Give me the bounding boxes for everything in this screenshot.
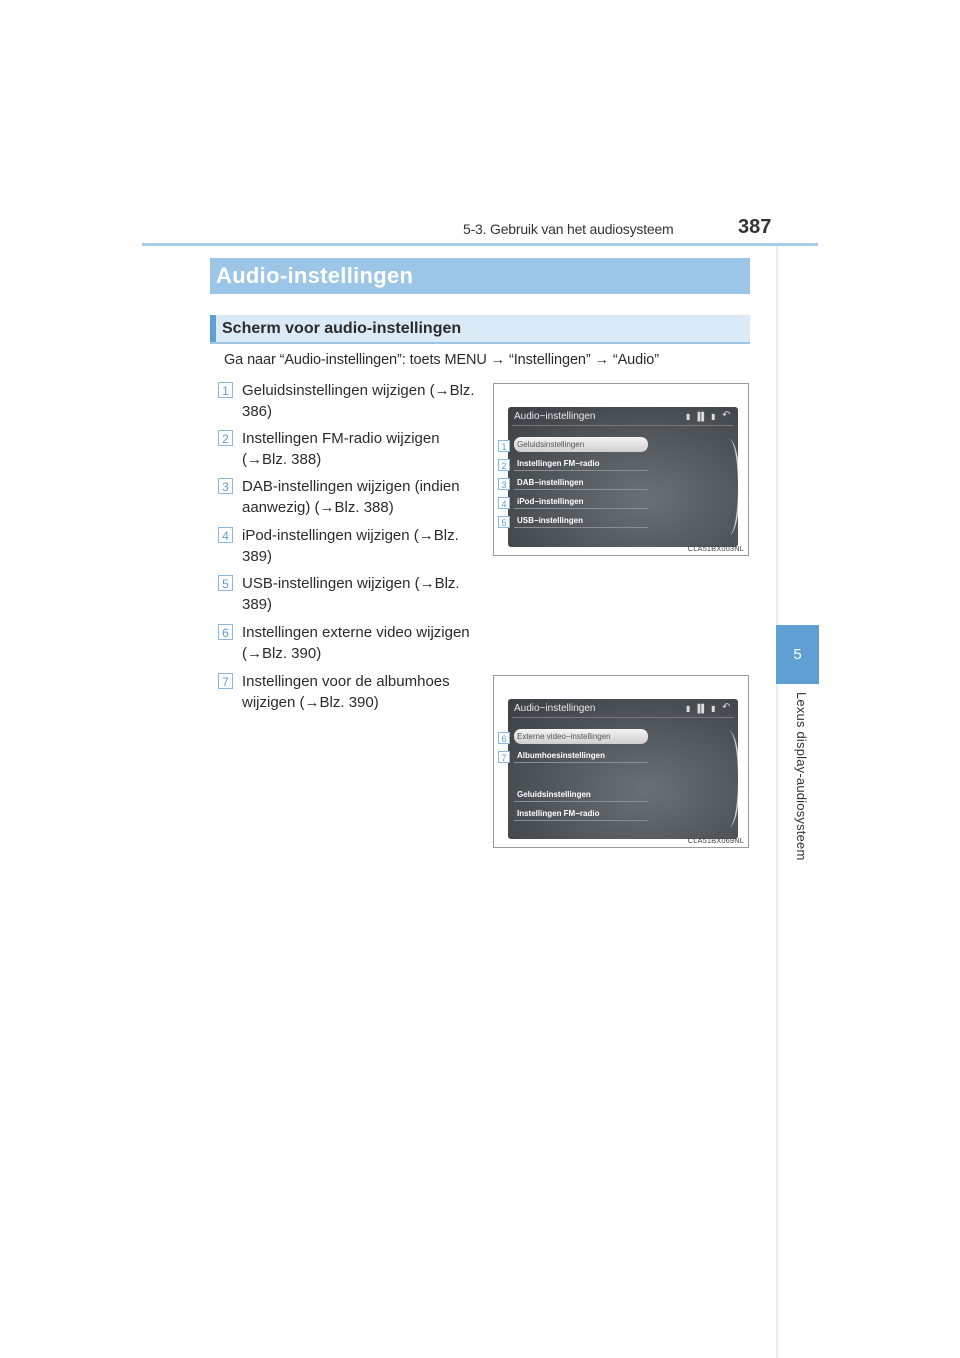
menu-row[interactable]: USB−instellingen xyxy=(514,513,648,528)
scroll-indicator[interactable] xyxy=(718,731,738,827)
item-text: iPod-instellingen wijzigen (→Blz. 389) xyxy=(242,527,459,565)
item-number-badge: 2 xyxy=(218,430,233,446)
intro-instruction: Ga naar “Audio-instellingen”: toets MENU → “Instellingen” → “Audio” xyxy=(224,352,659,368)
screen-divider xyxy=(512,717,734,718)
item-number-badge: 1 xyxy=(218,382,233,398)
running-header-section: 5-3. Gebruik van het audiosysteem xyxy=(463,221,674,237)
back-icon[interactable]: ↶ xyxy=(722,410,731,421)
callout-badge: 2 xyxy=(498,459,510,471)
item-text: Instellingen voor de albumhoes wijzigen (→Blz. 390) xyxy=(242,673,450,711)
item-text: DAB-instellingen wijzigen (indien aanwezig) (→Blz. 388) xyxy=(242,478,460,516)
menu-row[interactable]: Instellingen FM−radio xyxy=(514,456,648,471)
header-rule xyxy=(142,243,818,246)
menu-row[interactable]: Externe video−instellingen xyxy=(514,729,648,744)
menu-row[interactable]: Instellingen FM−radio xyxy=(514,806,648,821)
scroll-indicator[interactable] xyxy=(718,439,738,535)
section-title: Audio-instellingen xyxy=(216,263,414,288)
page-number: 387 xyxy=(738,216,772,238)
callout-badge: 5 xyxy=(498,516,510,528)
subsection-rule xyxy=(210,342,750,344)
screen-divider xyxy=(512,425,734,426)
back-icon[interactable]: ↶ xyxy=(722,702,731,713)
item-number-badge: 5 xyxy=(218,575,233,591)
subsection-title: Scherm voor audio-instellingen xyxy=(222,320,462,337)
chapter-label: Lexus display-audiosysteem xyxy=(794,692,809,861)
item-text: Geluidsinstellingen wijzigen (→Blz. 386) xyxy=(242,382,475,420)
item-text: Instellingen FM-radio wijzigen (→Blz. 388) xyxy=(242,430,440,468)
image-caption: CLA51BX003NL xyxy=(687,544,744,553)
item-number-badge: 3 xyxy=(218,478,233,494)
menu-row[interactable]: DAB−instellingen xyxy=(514,475,648,490)
menu-row[interactable]: Geluidsinstellingen xyxy=(514,437,648,452)
callout-badge: 3 xyxy=(498,478,510,490)
callout-badge: 4 xyxy=(498,497,510,509)
chapter-tab: 5 xyxy=(776,625,819,684)
menu-row[interactable]: iPod−instellingen xyxy=(514,494,648,509)
item-number-badge: 6 xyxy=(218,624,233,640)
callout-badge: 1 xyxy=(498,440,510,452)
item-text: USB-instellingen wijzigen (→Blz. 389) xyxy=(242,575,460,613)
callout-badge: 6 xyxy=(498,732,510,744)
callout-badge: 7 xyxy=(498,751,510,763)
menu-row[interactable]: Albumhoesinstellingen xyxy=(514,748,648,763)
item-number-badge: 7 xyxy=(218,673,233,689)
screen-title: Audio−instellingen xyxy=(514,703,596,714)
screenshot-audio-settings-1 xyxy=(493,383,749,556)
display-screen xyxy=(508,699,738,839)
item-text: Instellingen externe video wijzigen (→Blz. 390) xyxy=(242,624,470,662)
screen-title: Audio−instellingen xyxy=(514,411,596,422)
display-screen xyxy=(508,407,738,547)
item-number-badge: 4 xyxy=(218,527,233,543)
subsection-accent xyxy=(210,315,216,343)
menu-row[interactable]: Geluidsinstellingen xyxy=(514,787,648,802)
status-icons: ▮ ▐▌ ▮ xyxy=(686,412,717,421)
screenshot-audio-settings-2 xyxy=(493,675,749,848)
side-margin-rule xyxy=(776,246,778,1358)
status-icons: ▮ ▐▌ ▮ xyxy=(686,704,717,713)
image-caption: CLA51BX069NL xyxy=(687,836,744,845)
